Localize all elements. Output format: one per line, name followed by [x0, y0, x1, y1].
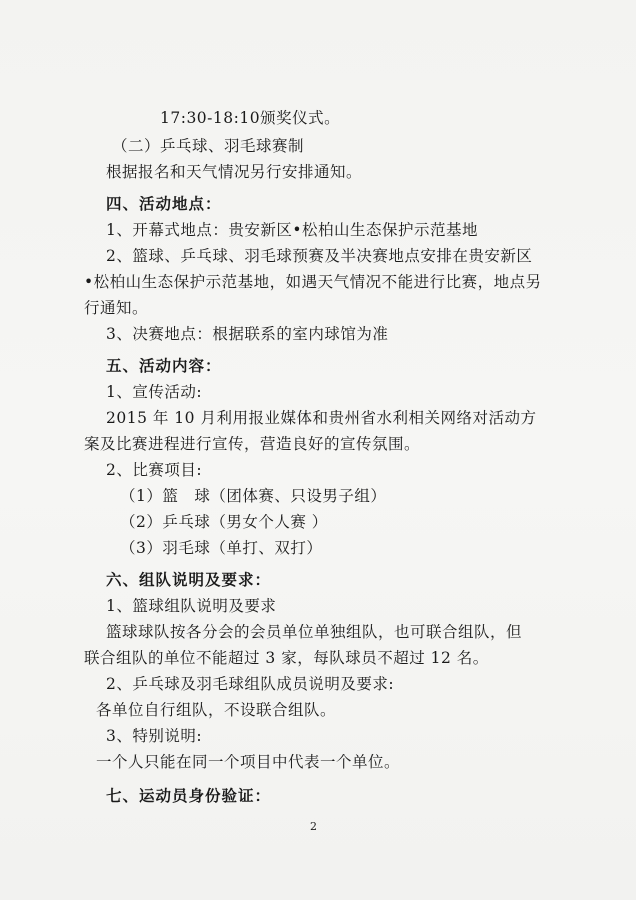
rules-notice-text: 根据报名和天气情况另行安排通知。: [106, 163, 363, 181]
publicity-text-line2: 案及比赛进程进行宣传，营造良好的宣传氛围。: [84, 435, 421, 453]
section-5-heading: 五、活动内容：: [106, 356, 222, 375]
event-tabletennis: （2）乒乓球（男女个人赛 ）: [120, 513, 328, 531]
preliminary-location-line1: 2、篮球、乒乓球、羽毛球预赛及半决赛地点安排在贵安新区: [106, 247, 533, 265]
publicity-text-line1: 2015 年 10 月利用报业媒体和贵州省水利相关网络对活动方: [106, 409, 537, 427]
preliminary-location-line2: •松柏山生态保护示范基地，如遇天气情况不能进行比赛，地点另: [84, 273, 542, 291]
event-basketball: （1）篮 球（团体赛、只设男子组）: [120, 487, 387, 505]
special-note-title: 3、特别说明:: [106, 727, 203, 745]
special-note-text: 一个人只能在同一个项目中代表一个单位。: [96, 753, 401, 771]
section-7-heading: 七、运动员身份验证：: [106, 786, 272, 805]
section-6-heading: 六、组队说明及要求：: [106, 570, 272, 589]
award-ceremony-time: 17:30-18:10颁奖仪式。: [160, 109, 341, 127]
final-location: 3、决赛地点：根据联系的室内球馆为准: [106, 325, 389, 343]
subsection-tabletennis-badminton-rules: （二）乒乓球、羽毛球赛制: [112, 137, 305, 155]
basketball-team-text-line2: 联合组队的单位不能超过 3 家，每队球员不超过 12 名。: [84, 649, 489, 667]
tabletennis-badminton-team-text: 各单位自行组队，不设联合组队。: [96, 701, 337, 719]
tabletennis-badminton-team-title: 2、乒乓球及羽毛球组队成员说明及要求:: [106, 675, 395, 693]
events-title: 2、比赛项目:: [106, 461, 203, 479]
publicity-title: 1、宣传活动:: [106, 383, 203, 401]
section-4-heading: 四、活动地点：: [106, 194, 222, 213]
opening-location: 1、开幕式地点：贵安新区•松柏山生态保护示范基地: [106, 221, 479, 239]
preliminary-location-line3: 行通知。: [84, 299, 149, 317]
event-badminton: （3）羽毛球（单打、双打）: [120, 539, 323, 557]
basketball-team-text-line1: 篮球球队按各分会的会员单位单独组队，也可联合组队，但: [106, 623, 523, 641]
basketball-team-title: 1、篮球组队说明及要求: [106, 597, 277, 615]
page-number: 2: [310, 820, 317, 833]
